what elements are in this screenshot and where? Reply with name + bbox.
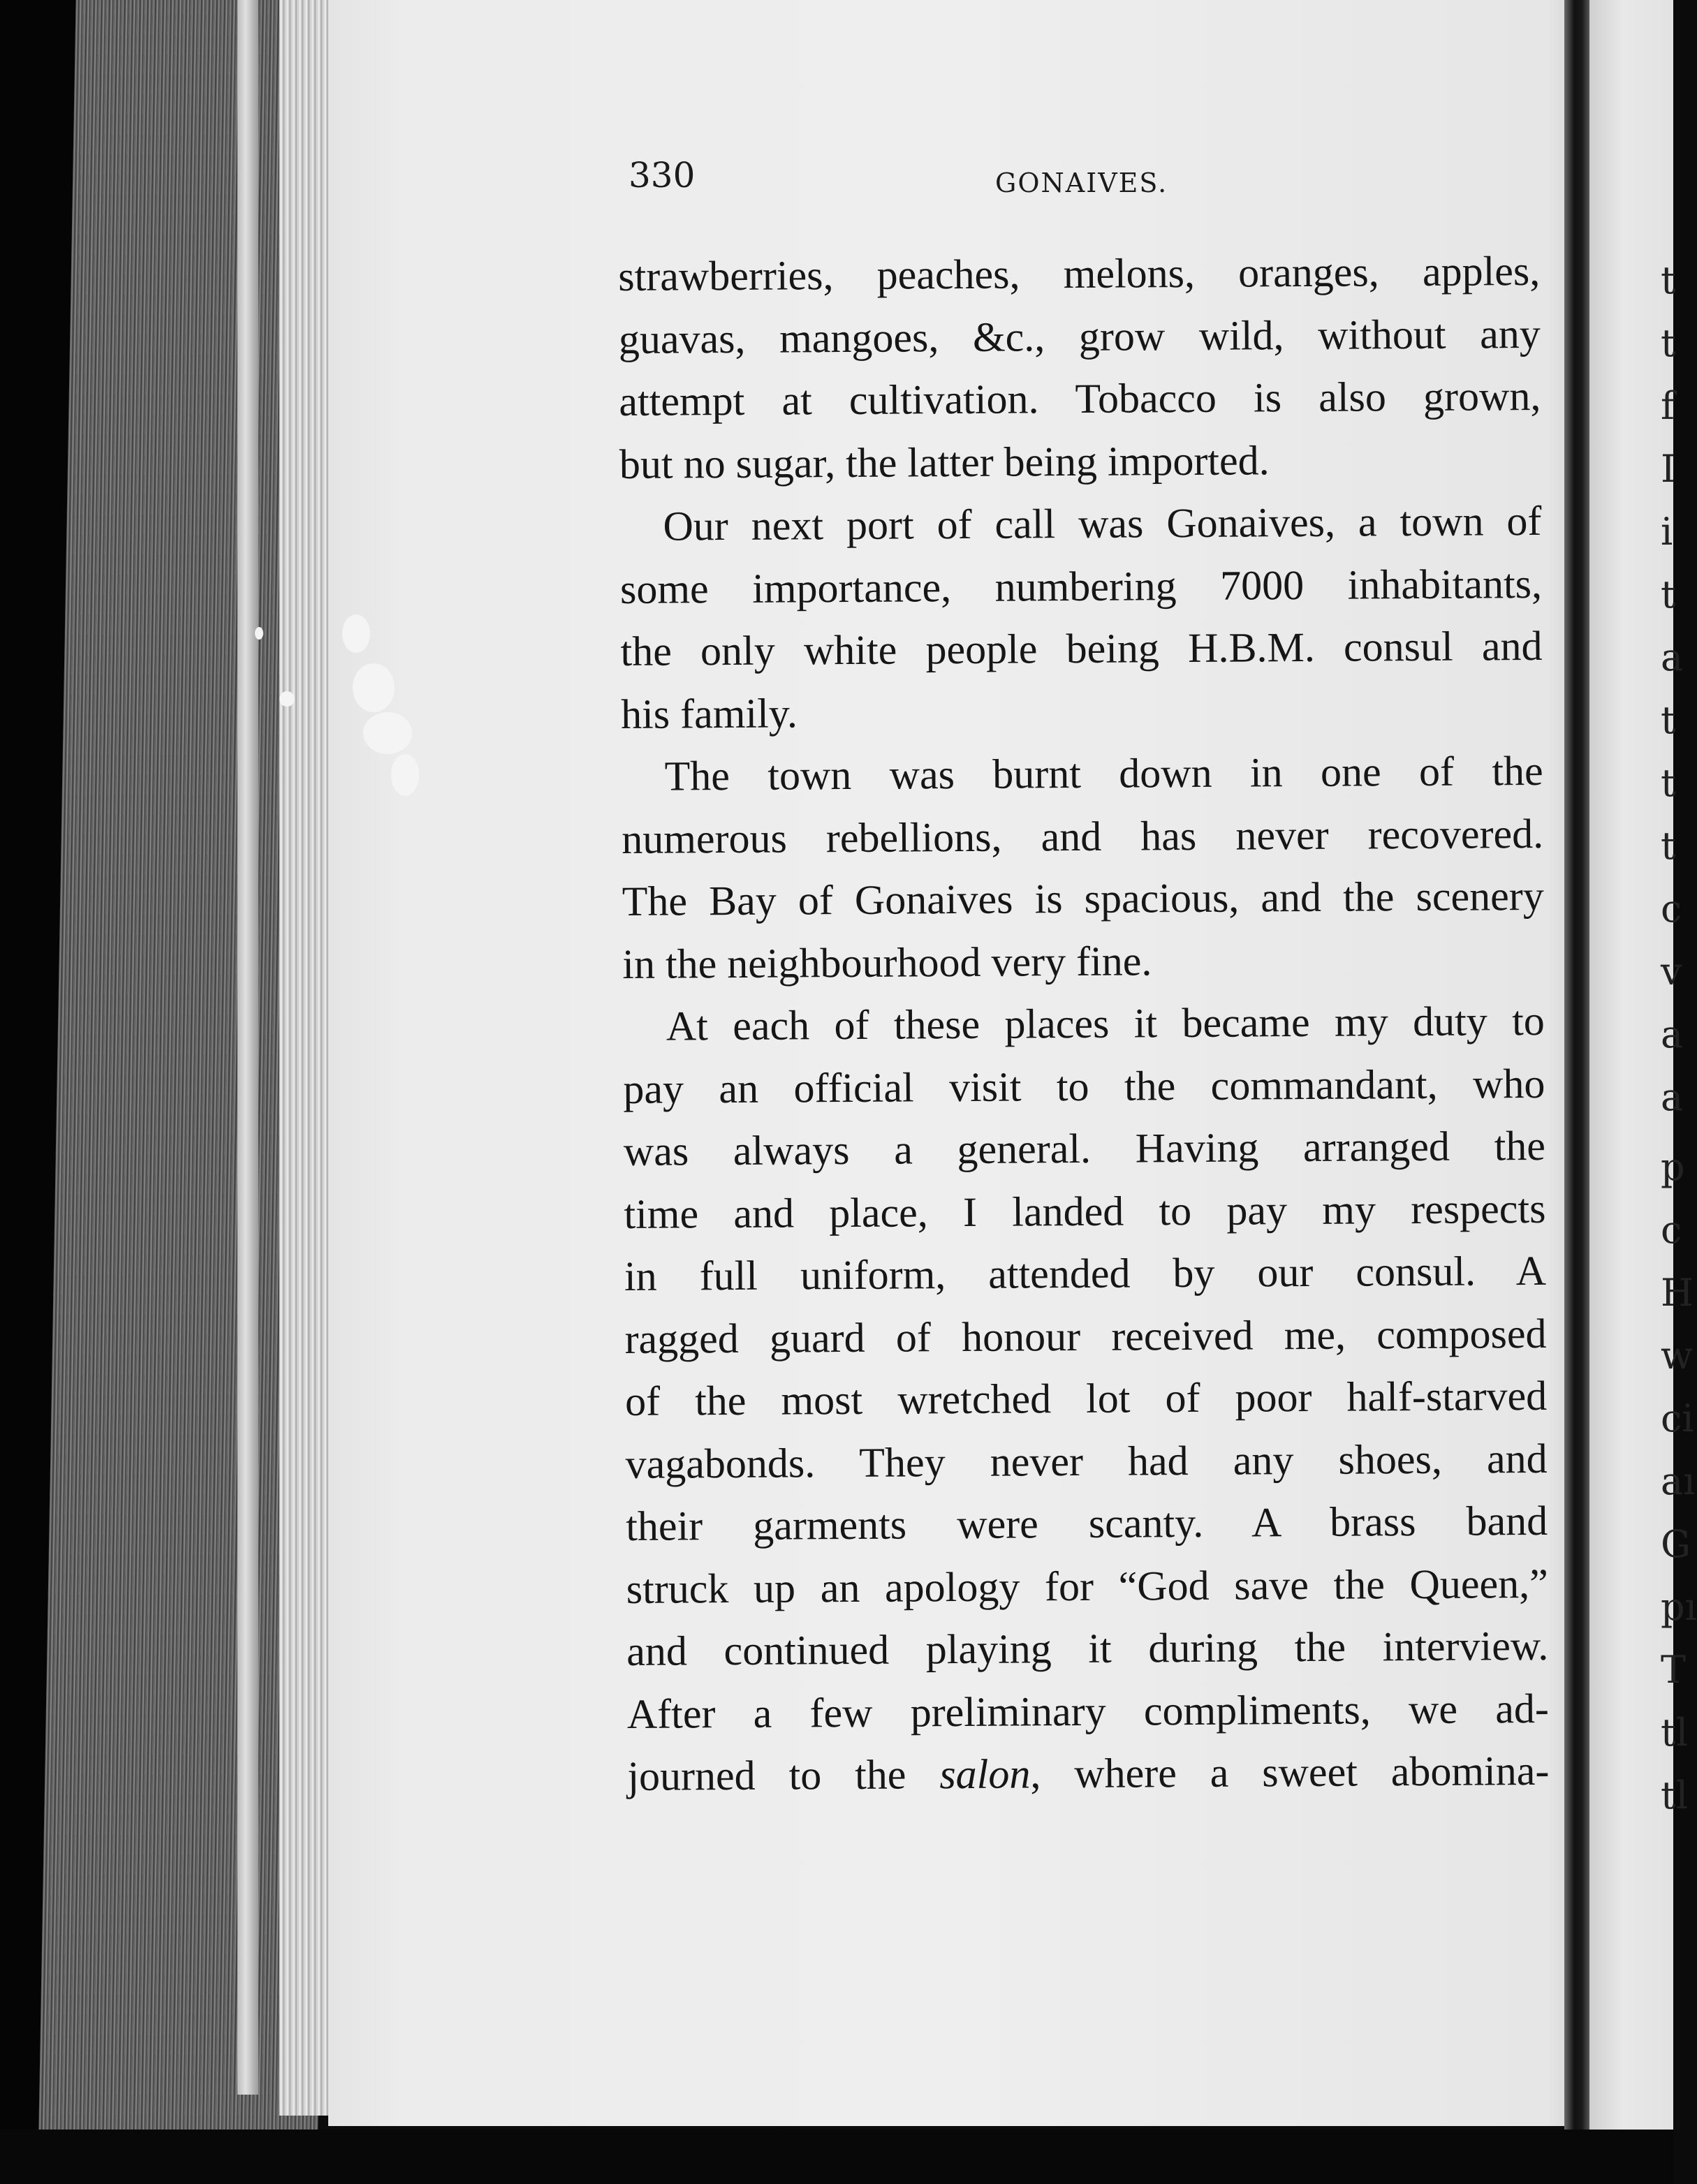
text-line-content: guavas, mangoes, &c., grow wild, without any <box>618 310 1541 362</box>
text-line <box>623 1052 1545 1121</box>
paper-speck <box>391 754 419 796</box>
text-line <box>621 740 1543 809</box>
facing-page-fragment: a <box>1661 635 1684 679</box>
text-line <box>623 990 1545 1058</box>
book-gutter-shadow <box>1564 0 1589 2150</box>
page-number: 330 <box>629 155 696 195</box>
text-line <box>627 1677 1550 1746</box>
facing-page-fragment: t <box>1661 824 1676 868</box>
bottom-dark-margin <box>0 2130 1673 2184</box>
paper-speck <box>342 614 370 653</box>
text-line-content: and continued playing it during the interview. <box>626 1622 1549 1674</box>
facing-page-fragment: c <box>1661 1208 1682 1252</box>
facing-page-fragment: tl <box>1661 1773 1688 1817</box>
text-line-content: numerous rebellions, and has never recovered. <box>621 810 1544 862</box>
running-head <box>629 155 1536 204</box>
text-line <box>620 615 1543 684</box>
facing-page-fragment: t <box>1661 321 1676 365</box>
text-line <box>625 1365 1548 1433</box>
facing-page-fragment: t <box>1661 761 1676 805</box>
facing-page-fragment: G <box>1661 1522 1691 1566</box>
text-line <box>625 1427 1548 1496</box>
text-line-content: in full uniform, attended by our consul. A <box>624 1247 1547 1299</box>
text-line <box>619 365 1541 434</box>
text-line-content: of the most wretched lot of poor half-starved <box>624 1372 1548 1424</box>
text-line-content: the only white people being H.B.M. consul and <box>620 622 1543 674</box>
text-line-content: pay an official visit to the commandant, who <box>623 1060 1545 1112</box>
paper-speck <box>353 663 395 712</box>
facing-page-fragment: pı <box>1661 1585 1697 1629</box>
text-line-content: The Bay of Gonaives is spacious, and the scenery <box>622 872 1544 924</box>
paper-speck <box>255 627 263 640</box>
body-text <box>618 240 1550 1808</box>
page-edge-leaves <box>279 0 328 2116</box>
text-line <box>626 1552 1548 1621</box>
text-line-content: in the neighbourhood very fine. <box>622 937 1152 987</box>
text-line <box>626 1615 1549 1683</box>
facing-page-fragment: p <box>1661 1145 1685 1189</box>
facing-page-fragment: c <box>1661 887 1682 931</box>
text-line <box>626 1490 1548 1558</box>
text-line <box>619 427 1542 496</box>
facing-page-fragment: t <box>1661 258 1676 302</box>
text-line-content: their garments were scanty. A brass band <box>626 1497 1548 1549</box>
text-line-content: strawberries, peaches, melons, oranges, apples, <box>618 247 1541 300</box>
text-line-content: some importance, numbering 7000 inhabitants, <box>619 560 1543 612</box>
facing-page-fragment: v <box>1661 950 1682 994</box>
text-line <box>624 1240 1547 1308</box>
text-line-content: , where a sweet abomina- <box>1030 1747 1550 1797</box>
facing-page-fragment: I <box>1661 447 1676 491</box>
text-line <box>619 302 1541 371</box>
paper-speck <box>363 712 412 754</box>
facing-page-fragment: a <box>1661 1012 1684 1056</box>
text-line <box>621 677 1543 746</box>
facing-page-fragment: t <box>1661 698 1676 742</box>
text-line-content: attempt at cultivation. Tobacco is also grown, <box>619 372 1541 425</box>
text-line <box>622 802 1544 871</box>
text-line <box>619 490 1542 559</box>
facing-page-fragment: ci <box>1661 1396 1694 1440</box>
page-edge-highlight <box>237 0 258 2095</box>
paper-speck <box>279 691 295 707</box>
text-line-content: ragged guard of honour received me, composed <box>624 1310 1547 1362</box>
text-line-content: The town was burnt down in one of the <box>664 747 1543 799</box>
text-line-content: vagabonds. They never had any shoes, and <box>625 1435 1548 1487</box>
facing-page-fragment: H <box>1661 1271 1694 1315</box>
text-line <box>627 1740 1550 1808</box>
facing-page-fragment: f <box>1661 384 1675 428</box>
facing-page-fragment: a <box>1661 1075 1684 1119</box>
italic-word: salon <box>939 1750 1031 1798</box>
text-line <box>624 1177 1546 1246</box>
facing-page-fragment: i <box>1661 510 1673 554</box>
facing-page-fragment: t <box>1661 573 1676 617</box>
text-line <box>618 240 1541 309</box>
text-line-content: time and place, I landed to pay my respects <box>624 1185 1546 1237</box>
running-title: GONAIVES. <box>995 168 1168 198</box>
text-line <box>624 1302 1547 1371</box>
text-line <box>622 865 1544 934</box>
facing-page-fragment: w <box>1661 1334 1694 1378</box>
text-line-content: After a few preliminary compliments, we ad- <box>626 1685 1550 1737</box>
text-line-content: his family. <box>620 689 798 737</box>
text-line-content: Our next port of call was Gonaives, a town of <box>663 497 1542 549</box>
text-line <box>622 927 1545 996</box>
facing-page-fragment: T <box>1661 1648 1687 1692</box>
facing-page-fragment: aı <box>1661 1459 1696 1503</box>
text-line-content: At each of these places it became my duty to <box>666 997 1545 1049</box>
text-line <box>624 1115 1546 1183</box>
text-line-content: journed to the <box>627 1751 940 1799</box>
text-line-content: was always a general. Having arranged the <box>623 1122 1546 1174</box>
text-line-content: struck up an apology for “God save the Queen,” <box>626 1560 1548 1612</box>
facing-page-fragment: tl <box>1661 1711 1688 1755</box>
text-line <box>620 552 1543 621</box>
text-line-content: but no sugar, the latter being imported. <box>619 436 1270 487</box>
